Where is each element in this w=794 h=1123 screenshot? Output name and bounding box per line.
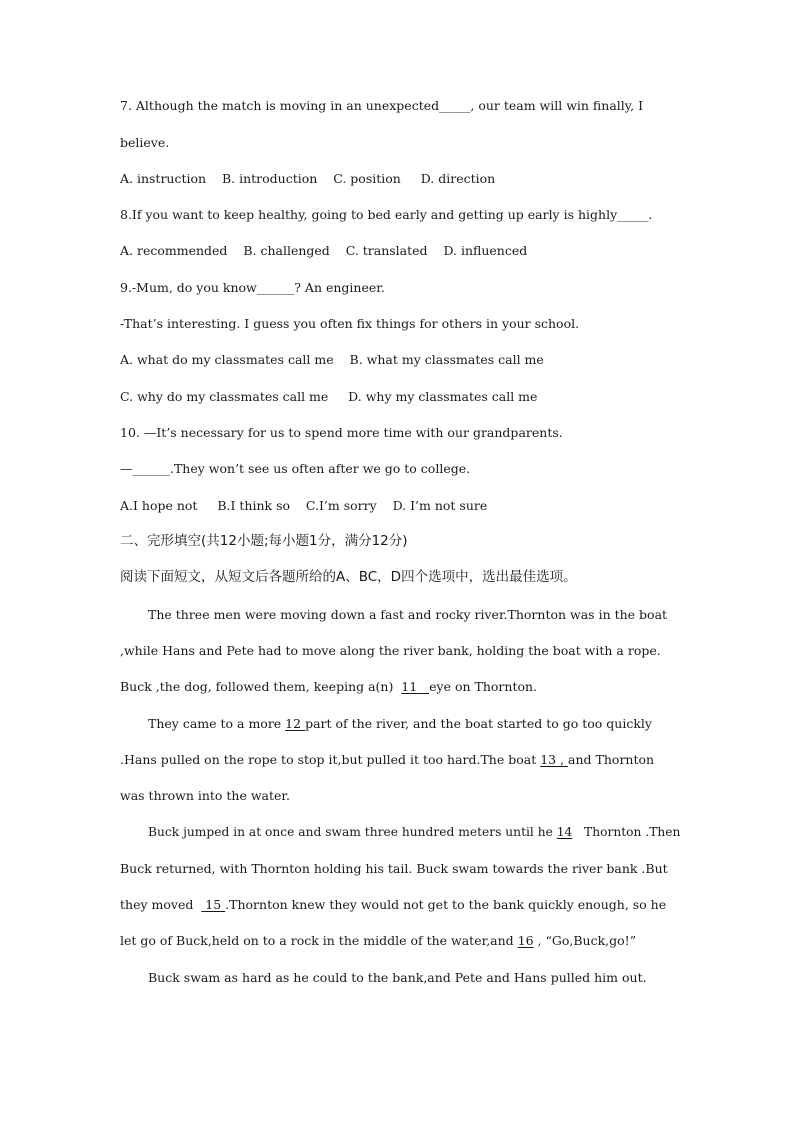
text-segment: Buck jumped in at once and swam three hundred meters until he <box>148 825 557 839</box>
text-segment: Thornton .Then <box>572 825 681 839</box>
text-segment: and Thornton <box>568 752 655 767</box>
text-segment: eye on Thornton. <box>429 679 538 694</box>
passage-p4-line1: Buck swam as hard as he could to the bank,and Pete and Hans pulled him out. <box>148 970 647 985</box>
section-instruction: 阅读下面短文，从短文后各题所给的A、BC，D四个选项中，选出最佳选项。 <box>120 569 577 585</box>
section-heading: 二、完形填空(共12小题;每小题1分，满分12分) <box>120 533 408 549</box>
question-8-text: 8.If you want to keep healthy, going to bed early and getting up early is highly_____. <box>120 207 653 222</box>
passage-p3-line2: Buck returned, with Thornton holding his tail. Buck swam towards the river bank .But <box>120 861 668 876</box>
text-segment: , “Go,Buck,go!” <box>533 933 637 948</box>
passage-p2-line1 <box>148 716 652 732</box>
question-7-options: A. instruction B. introduction C. position D. direction <box>120 171 496 186</box>
passage-p1-line1: The three men were moving down a fast and rocky river.Thornton was in the boat <box>148 607 668 622</box>
question-8-options: A. recommended B. challenged C. translated D. influenced <box>120 243 528 258</box>
question-7-text-cont: believe. <box>120 135 170 150</box>
blank-12: 12 <box>285 716 306 731</box>
question-9-dialogue: -That’s interesting. I guess you often fix things for others in your school. <box>120 316 580 331</box>
question-7-text: 7. Although the match is moving in an unexpected_____, our team will win finally, I <box>120 98 644 113</box>
text-segment: .Thornton knew they would not get to the bank quickly enough, so he <box>225 897 667 912</box>
blank-14: 14 <box>556 825 573 839</box>
question-9-text: 9.-Mum, do you know______? An engineer. <box>120 280 385 295</box>
passage-p2-line3: was thrown into the water. <box>120 788 291 803</box>
passage-p1-line2: ,while Hans and Pete had to move along the river bank, holding the boat with a rope. <box>120 643 661 658</box>
text-segment: Buck ,the dog, followed them, keeping a(n) <box>120 679 402 694</box>
blank-11: 11 <box>401 679 430 694</box>
blank-15: 15 <box>201 897 226 912</box>
blank-16: 16 <box>517 933 534 948</box>
passage-p1-line3 <box>120 679 537 695</box>
question-10-text: 10. —It’s necessary for us to spend more time with our grandparents. <box>120 425 563 440</box>
text-segment: let go of Buck,held on to a rock in the middle of the water,and <box>120 933 518 948</box>
question-10-options: A.I hope not B.I think so C.I’m sorry D. I’m not sure <box>120 498 488 513</box>
text-segment: .Hans pulled on the rope to stop it,but pulled it too hard.The boat <box>120 752 541 767</box>
text-segment: part of the river, and the boat started to go too quickly <box>305 716 652 731</box>
text-segment: They came to a more <box>148 716 286 731</box>
passage-p3-line1 <box>148 824 680 840</box>
question-9-options-cd: C. why do my classmates call me D. why my classmates call me <box>120 389 538 404</box>
question-9-options-ab: A. what do my classmates call me B. what my classmates call me <box>120 352 544 367</box>
passage-p3-line3 <box>120 897 666 913</box>
question-10-dialogue: —______.They won’t see us often after we go to college. <box>120 461 471 476</box>
text-segment: they moved <box>120 897 202 912</box>
passage-p2-line2 <box>120 752 654 768</box>
blank-13: 13 , <box>540 752 569 767</box>
passage-p3-line4 <box>120 933 636 949</box>
